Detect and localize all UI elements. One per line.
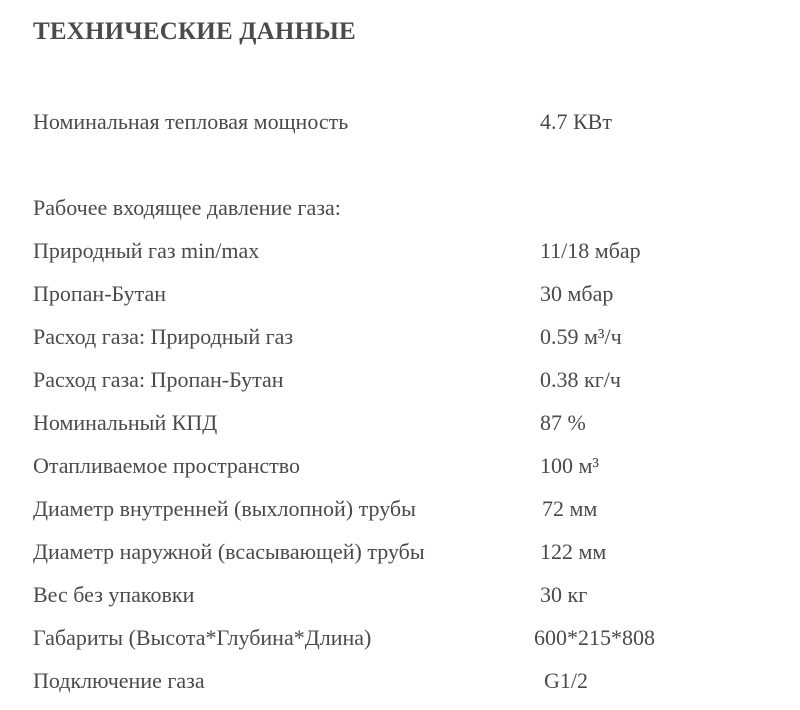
spec-label: Вес без упаковки	[33, 582, 195, 607]
spec-row-natural-gas-pressure	[33, 236, 773, 266]
spec-row-efficiency	[33, 408, 773, 438]
spec-row-outer-pipe-diameter	[33, 537, 773, 567]
spec-value: 11/18 мбар	[540, 238, 641, 263]
spec-label: Номинальный КПД	[33, 410, 218, 435]
spec-row-natural-gas-consumption	[33, 322, 773, 352]
spec-label: Подключение газа	[33, 668, 205, 693]
spec-label: Рабочее входящее давление газа:	[33, 195, 341, 220]
spec-value: 30 кг	[540, 582, 588, 607]
spec-label: Расход газа: Природный газ	[33, 324, 294, 349]
spec-value: G1/2	[544, 668, 588, 693]
spec-row-propane-butane-pressure	[33, 279, 773, 309]
spec-label: Диаметр наружной (всасывающей) трубы	[33, 539, 425, 564]
spec-label: Диаметр внутренней (выхлопной) трубы	[33, 496, 416, 521]
spec-label: Номинальная тепловая мощность	[33, 109, 349, 134]
spec-value: 0.38 кг/ч	[540, 367, 621, 392]
spec-row-net-weight	[33, 580, 773, 610]
spec-value: 0.59 м³/ч	[540, 324, 622, 349]
spec-label: Расход газа: Пропан-Бутан	[33, 367, 284, 392]
spec-label: Отапливаемое пространство	[33, 453, 300, 478]
spec-row-propane-butane-consumption	[33, 365, 773, 395]
spec-row-heated-space	[33, 451, 773, 481]
spec-value: 600*215*808	[534, 625, 655, 650]
spec-value: 30 мбар	[540, 281, 614, 306]
spec-row-dimensions	[33, 623, 773, 653]
spec-row-nominal-power	[33, 107, 773, 137]
spec-label: Габариты (Высота*Глубина*Длина)	[33, 625, 372, 650]
spec-value: 100 м³	[540, 453, 600, 478]
spec-value: 122 мм	[540, 539, 607, 564]
spec-title: ТЕХНИЧЕСКИЕ ДАННЫЕ	[33, 18, 356, 45]
spec-value: 87 %	[540, 410, 586, 435]
spec-row-gas-pressure-heading	[33, 193, 773, 223]
spec-row-inner-pipe-diameter	[33, 494, 773, 524]
spec-row-gas-connection	[33, 666, 773, 696]
spec-value: 4.7 КВт	[540, 109, 612, 134]
spec-label: Природный газ min/max	[33, 238, 260, 263]
spec-label: Пропан-Бутан	[33, 281, 167, 306]
spec-value: 72 мм	[542, 496, 598, 521]
